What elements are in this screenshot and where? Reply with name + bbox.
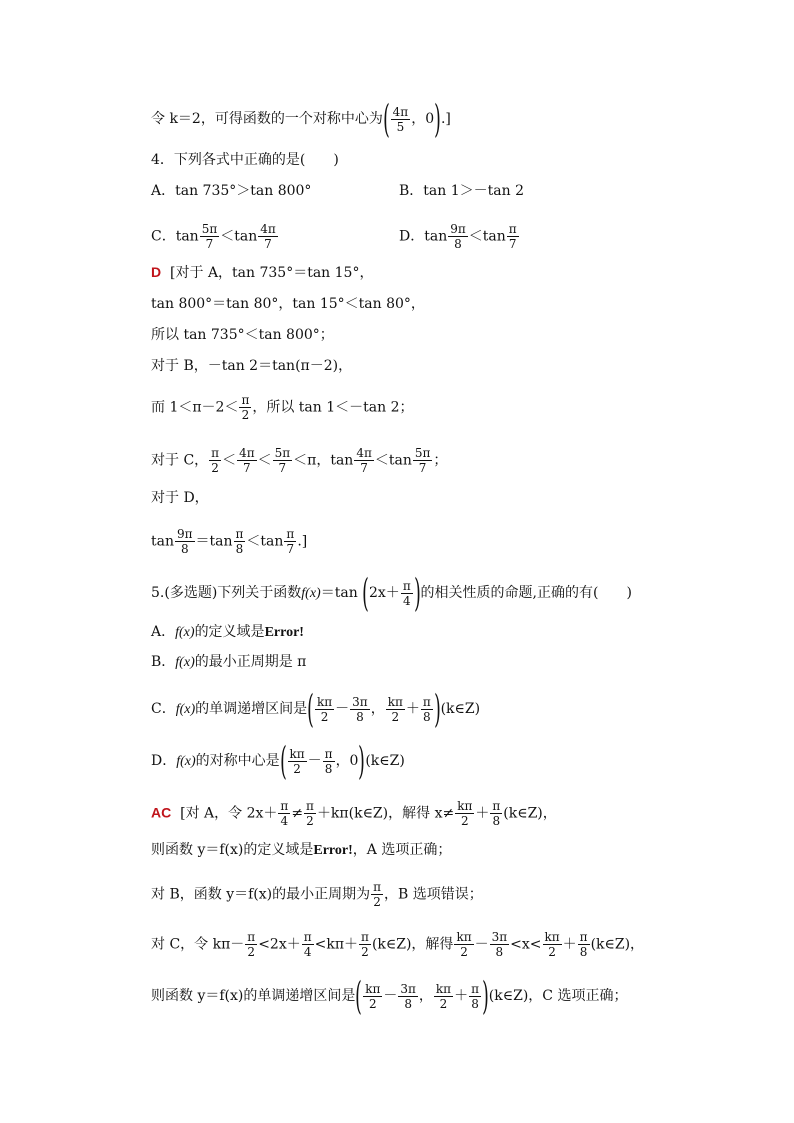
solution-line: 对于 C， $\frac{\pi}{2}$ ＜ $\frac{4\pi}{7}$ ＜ $\frac{5\pi}{7}$ ＜π，tan $\frac{4\pi}{7}$ ＜tan $\frac{5\pi}{7}$ ；: [151, 446, 448, 475]
question-4-title: 4．下列各式中正确的是( ): [151, 152, 339, 168]
option-c: C．f(x)的单调递增区间是( $\frac{k\pi}{2}$ － $\frac{3\pi}{8}$ ， $\frac{k\pi}{2}$ ＋ $\frac{\pi}{8}$ )(k∈Z): [151, 687, 481, 731]
text: .]: [440, 111, 451, 127]
left-paren: (: [382, 97, 390, 141]
option-c: C．tan $\frac{5\pi}{7}$ ＜tan $\frac{4\pi}{7}$: [151, 222, 276, 251]
solution-line: 而 1＜π－2＜ $\frac{\pi}{2}$ ，所以 tan 1＜－tan 2；: [151, 393, 414, 422]
text-line: [151, 97, 451, 141]
option-a: A．f(x)的定义域是Error!: [151, 624, 304, 640]
solution-line: 所以 tan 735°＜tan 800°；: [151, 327, 334, 343]
option-d: D．f(x)的对称中心是( $\frac{k\pi}{2}$ － $\frac{\pi}{8}$ ，0)(k∈Z): [151, 739, 405, 783]
solution-line: 对于 B，－tan 2＝tan(π－2)，: [151, 358, 353, 374]
solution-line: tan 800°＝tan 80°，tan 15°＜tan 80°，: [151, 296, 425, 312]
question-5-title: 5.(多选题)下列关于函数f(x)＝tan (2x＋ $\frac{\pi}{4}$ )的相关性质的命题,正确的有( ): [151, 571, 632, 615]
answer-label: AC: [151, 804, 172, 821]
option-b: B．tan 1＞－tan 2: [399, 183, 524, 199]
text: 令 k＝2，可得函数的一个对称中心为: [151, 111, 383, 127]
solution-line: 则函数 y＝f(x)的单调递增区间是( $\frac{k\pi}{2}$ － $\frac{3\pi}{8}$ ， $\frac{k\pi}{2}$ ＋ $\frac{\pi}{8}$ )(k∈Z)，C 选项正确；: [151, 974, 628, 1018]
fraction: $\frac{4\pi}{5}$: [392, 104, 409, 134]
solution-line: 对 C，令 kπ－ $\frac{\pi}{2}$ <2x＋ $\frac{\pi}{4}$ <kπ＋ $\frac{\pi}{2}$ (k∈Z)，解得 $\frac{k\pi}{2}$ － $\frac{3\pi}{8}$ <x< $\frac{k\pi}{2}$ ＋ $\frac{\pi}{8}$ (k∈Z)，: [151, 930, 645, 959]
option-a: A．tan 735°＞tan 800°: [151, 183, 312, 199]
option-d: D．tan $\frac{9\pi}{8}$ ＜tan $\frac{\pi}{7}$: [399, 222, 517, 251]
text: ，0: [411, 111, 435, 127]
solution-line: tan $\frac{9\pi}{8}$ ＝tan $\frac{\pi}{8}$ ＜tan $\frac{\pi}{7}$ .]: [151, 527, 308, 556]
answer-label: D: [151, 264, 162, 280]
right-paren: ): [434, 97, 441, 141]
solution-line: 对 B，函数 y＝f(x)的最小正周期为 $\frac{\pi}{2}$ ，B 选项错误；: [151, 880, 483, 909]
solution-line: 则函数 y＝f(x)的定义域是Error!，A 选项正确；: [151, 842, 452, 858]
solution-5-line: AC [对 A，令 2x＋ $\frac{\pi}{4}$ ≠ $\frac{\pi}{2}$ ＋kπ(k∈Z)，解得 x≠ $\frac{k\pi}{2}$ ＋ $\frac{\pi}{8}$ (k∈Z)，: [151, 799, 557, 828]
solution-line: 对于 D，: [151, 490, 209, 506]
option-b: B．f(x)的最小正周期是 π: [151, 654, 307, 670]
solution-4-line: D [对于 A，tan 735°＝tan 15°，: [151, 264, 374, 281]
